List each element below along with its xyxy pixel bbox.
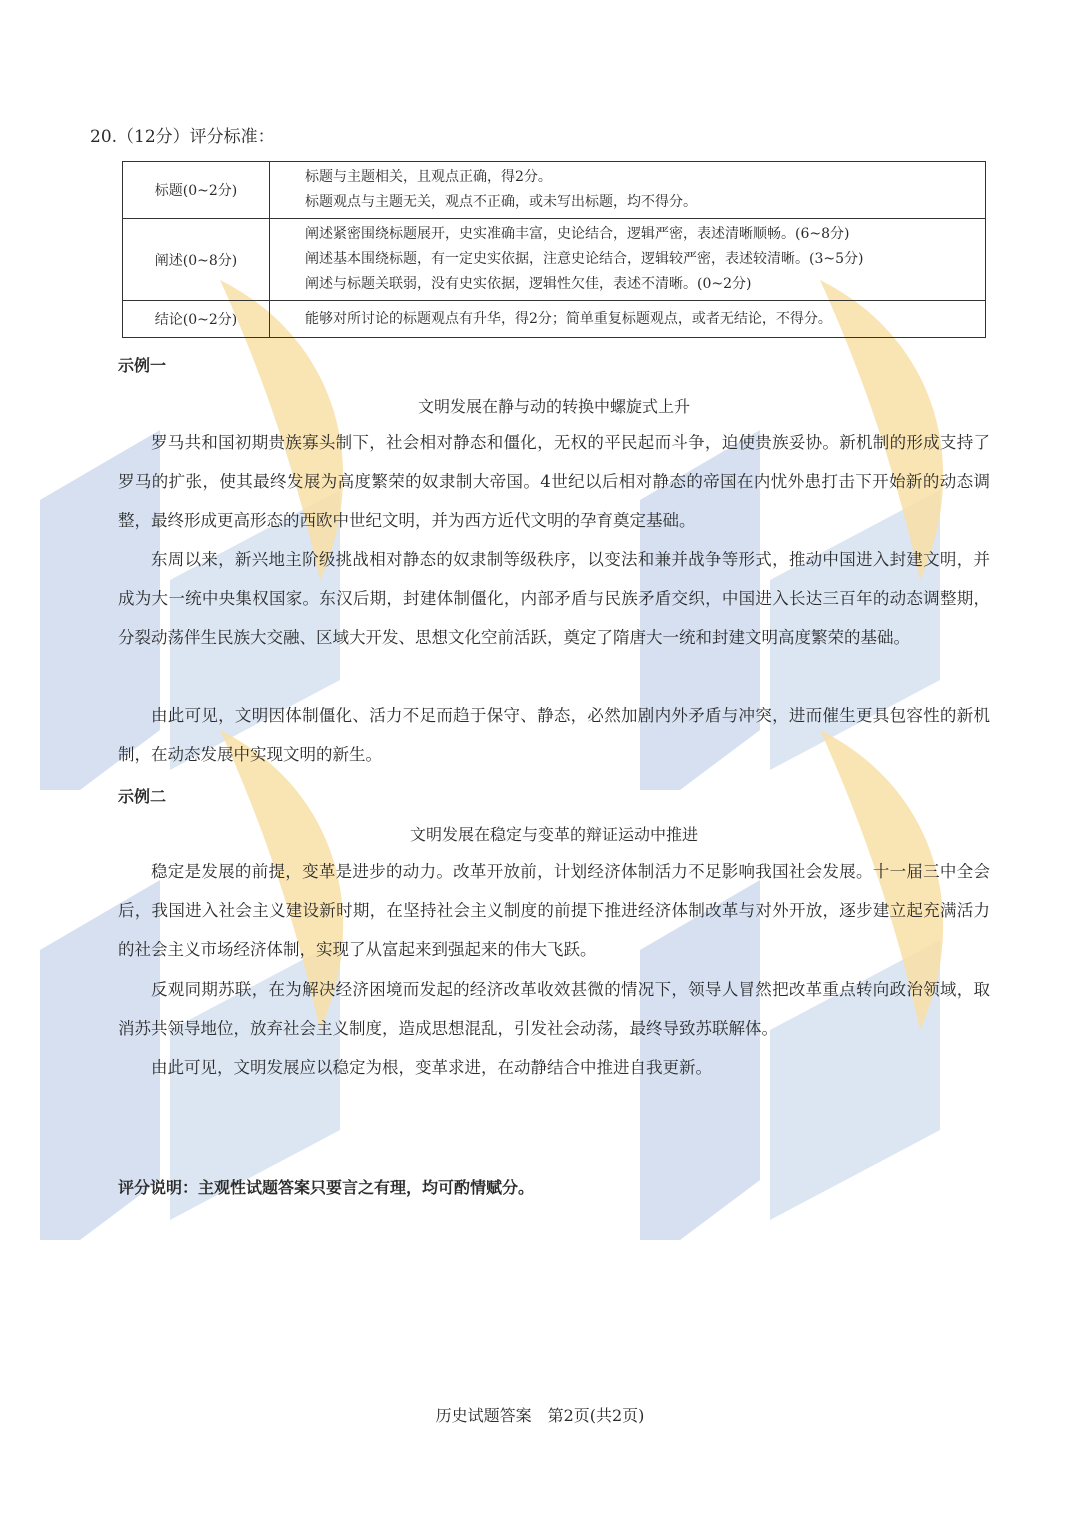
example-two-label: 示例二 [118,787,167,806]
table-row [123,162,986,219]
rubric-line: 阐述基本围绕标题，有一定史实依据，注意史论结合，逻辑较严密，表述较清晰。(3~5分) [305,251,864,267]
example-one-paragraph-3: 由此可见，文明因体制僵化、活力不足而趋于保守、静态，必然加剧内外矛盾与冲突，进而催生更具包容性的新机制，在动态发展中实现文明的新生。 [118,706,990,764]
example-two-paragraph-3: 由此可见，文明发展应以稳定为根，变革求进，在动静结合中推进自我更新。 [151,1058,712,1077]
example-one-title: 文明发展在静与动的转换中螺旋式上升 [417,397,690,416]
rubric-label-elaboration: 阐述(0~8分) [123,219,270,301]
scoring-note: 评分说明：主观性试题答案只要言之有理，均可酌情赋分。 [118,1178,535,1197]
example-one-paragraph-2: 东周以来，新兴地主阶级挑战相对静态的奴隶制等级秩序，以变法和兼并战争等形式，推动中国进入封建文明，并成为大一统中央集权国家。东汉后期，封建体制僵化，内部矛盾与民族矛盾交织，中国进入长达三百年的动态调整期，分裂动荡伴生民族大交融、区域大开发、思想文化空前活跃，奠定了隋唐大一统和封建文明高度繁荣的基础。 [118,550,990,647]
example-two-paragraph-1: 稳定是发展的前提，变革是进步的动力。改革开放前，计划经济体制活力不足影响我国社会发展。十一届三中全会后，我国进入社会主义建设新时期，在坚持社会主义制度的前提下推进经济体制改革与对外开放，逐步建立起充满活力的社会主义市场经济体制，实现了从富起来到强起来的伟大飞跃。 [118,862,990,959]
rubric-line: 阐述紧密围绕标题展开，史实准确丰富，史论结合，逻辑严密，表述清晰顺畅。(6~8分) [305,226,850,242]
scoring-rubric-table [122,161,986,338]
rubric-desc-elaboration [270,219,986,301]
rubric-line: 标题与主题相关，且观点正确，得2分。 [305,169,552,185]
example-one-label: 示例一 [118,356,167,375]
example-two-paragraph-2: 反观同期苏联，在为解决经济困境而发起的经济改革收效甚微的情况下，领导人冒然把改革重点转向政治领域，取消苏共领导地位，放弃社会主义制度，造成思想混乱，引发社会动荡，最终导致苏联解体。 [118,980,990,1038]
table-row [123,219,986,301]
rubric-line: 能够对所讨论的标题观点有升华，得2分；简单重复标题观点，或者无结论，不得分。 [305,310,832,327]
example-two-title: 文明发展在稳定与变革的辩证运动中推进 [409,825,698,844]
page-footer: 历史试题答案 第2页(共2页) [435,1406,645,1425]
rubric-line: 标题观点与主题无关，观点不正确，或未写出标题，均不得分。 [305,194,697,210]
example-one-paragraph-1: 罗马共和国初期贵族寡头制下，社会相对静态和僵化，无权的平民起而斗争，迫使贵族妥协。新机制的形成支持了罗马的扩张，使其最终发展为高度繁荣的奴隶制大帝国。4世纪以后相对静态的帝国在内忧外患打击下开始新的动态调整，最终形成更高形态的西欧中世纪文明，并为西方近代文明的孕育奠定基础。 [118,433,990,530]
rubric-label-conclusion: 结论(0~2分) [123,301,270,338]
rubric-line: 阐述与标题关联弱，没有史实依据，逻辑性欠佳，表述不清晰。(0~2分) [305,276,752,292]
table-row [123,301,986,338]
rubric-desc-conclusion [270,301,986,338]
rubric-desc-title [270,162,986,219]
rubric-label-title: 标题(0~2分) [123,162,270,219]
question-title: 20.（12分）评分标准： [90,127,275,147]
